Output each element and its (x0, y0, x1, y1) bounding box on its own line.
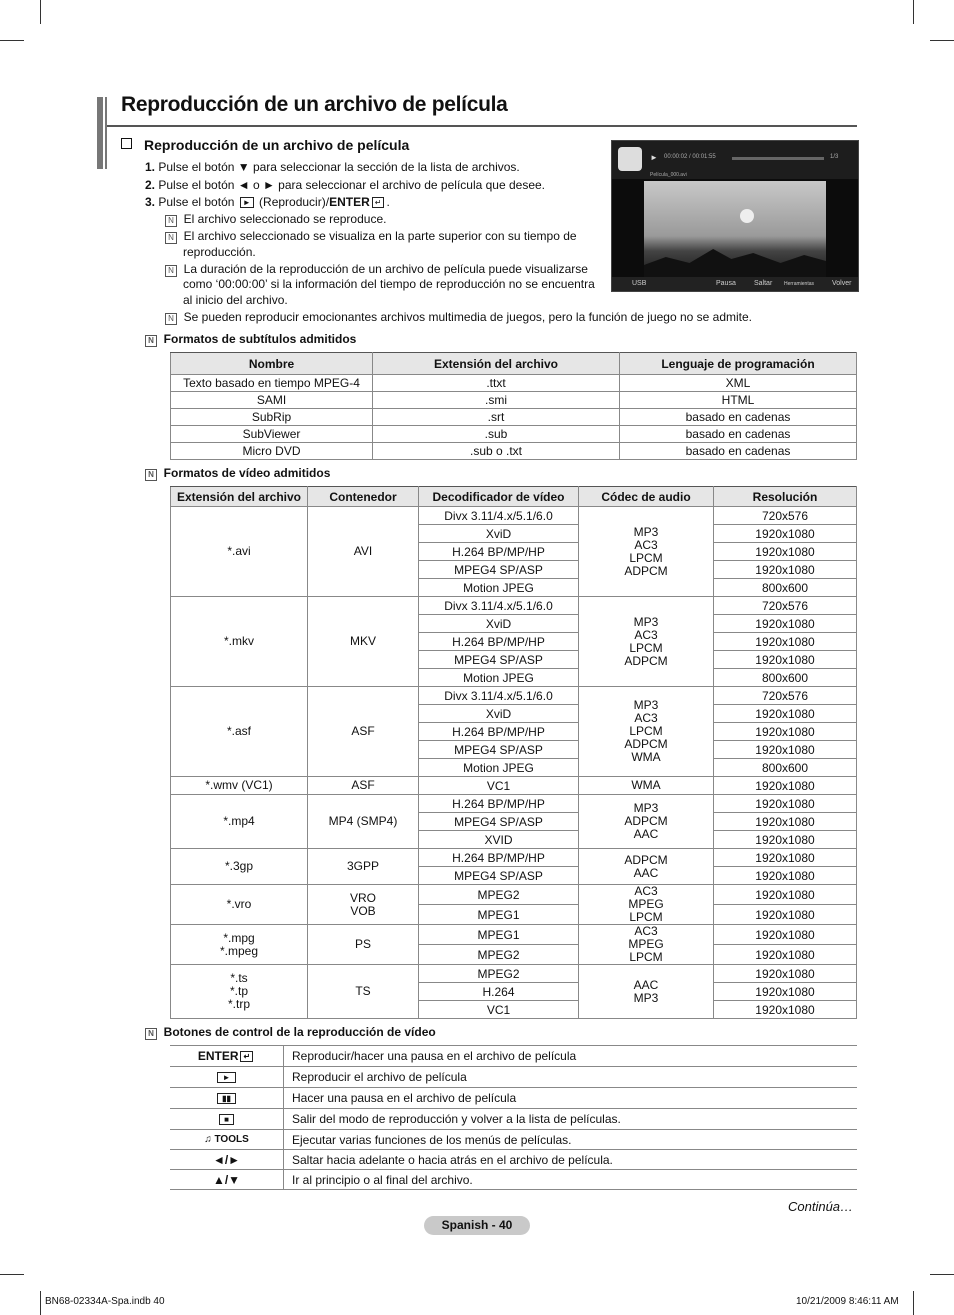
video-resolution-cell: 1920x1080 (714, 1001, 857, 1019)
page-number: Spanish - 40 (424, 1216, 530, 1235)
video-resolution-cell: 720x576 (714, 687, 857, 705)
video-audio-cell: AC3 MPEG LPCM (579, 885, 714, 925)
note-1: N El archivo seleccionado se reproduce. (165, 212, 386, 227)
movie-frame (644, 181, 826, 281)
video-resolution-cell: 1920x1080 (714, 723, 857, 741)
video-ext-cell: *.3gp (171, 849, 308, 885)
subtitle-row (171, 375, 857, 392)
video-header: Resolución (714, 487, 857, 507)
video-row (171, 925, 857, 945)
tv-hint-herramientas: Herramientas (784, 281, 815, 287)
subtitle-cell: Texto basado en tiempo MPEG-4 (171, 375, 373, 392)
video-decoder-cell: MPEG2 (419, 945, 579, 965)
control-key: ENTER ↵ (170, 1046, 284, 1067)
subtitle-cell: SubRip (171, 409, 373, 426)
footer-file: BN68-02334A-Spa.indb 40 (45, 1296, 165, 1307)
video-resolution-cell: 720x576 (714, 507, 857, 525)
title-accent-bar (97, 97, 103, 169)
subtitle-table (170, 352, 857, 460)
video-resolution-cell: 1920x1080 (714, 543, 857, 561)
subtitle-cell: .srt (373, 409, 620, 426)
subtitle-row (171, 443, 857, 460)
control-row (170, 1130, 857, 1150)
video-ext-cell: *.avi (171, 507, 308, 597)
subtitle-cell: basado en cadenas (620, 409, 857, 426)
subtitle-header: Extensión del archivo (373, 353, 620, 375)
subtitle-cell: Micro DVD (171, 443, 373, 460)
video-decoder-cell: Motion JPEG (419, 669, 579, 687)
note-2-cont: reproducción. (183, 245, 256, 259)
video-audio-cell: MP3 ADPCM AAC (579, 795, 714, 849)
note-4: N Se pueden reproducir emocionantes archivos multimedia de juegos, pero la función de juego no se admite. (165, 310, 752, 325)
video-container-cell: PS (308, 925, 419, 965)
video-decoder-cell: MPEG2 (419, 965, 579, 983)
play-button-icon: ► (217, 1072, 235, 1083)
video-decoder-cell: MPEG4 SP/ASP (419, 651, 579, 669)
video-header: Contenedor (308, 487, 419, 507)
control-row (170, 1109, 857, 1130)
video-row (171, 795, 857, 813)
control-table (170, 1045, 857, 1190)
video-ext-cell: *.ts *.tp *.trp (171, 965, 308, 1019)
video-row (171, 885, 857, 905)
video-ext-cell: *.asf (171, 687, 308, 777)
pause-button-icon: ▮▮ (217, 1093, 236, 1104)
video-decoder-cell: MPEG4 SP/ASP (419, 813, 579, 831)
video-container-cell: ASF (308, 687, 419, 777)
video-decoder-cell: Motion JPEG (419, 759, 579, 777)
subtitle-cell: basado en cadenas (620, 426, 857, 443)
tv-hint-volver: Volver (832, 280, 852, 287)
video-table (170, 486, 857, 1019)
tv-filename: Película_000.avi (650, 172, 687, 178)
subtitle-header: Nombre (171, 353, 373, 375)
video-container-cell: ASF (308, 777, 419, 795)
step-3: 3. Pulse el botón ► (Reproducir)/ENTER ↵ . (145, 195, 390, 209)
section-title (121, 137, 409, 153)
video-header: Decodificador de vídeo (419, 487, 579, 507)
video-decoder-cell: XVID (419, 831, 579, 849)
subtitle-cell: SubViewer (171, 426, 373, 443)
control-heading: N Botones de control de la reproducción de vídeo (145, 1025, 436, 1040)
video-decoder-cell: H.264 BP/MP/HP (419, 543, 579, 561)
control-key (170, 1067, 284, 1088)
video-resolution-cell: 1920x1080 (714, 831, 857, 849)
title-rule (107, 125, 857, 127)
control-key: ♫ TOOLS (170, 1130, 284, 1150)
video-decoder-cell: H.264 BP/MP/HP (419, 849, 579, 867)
video-decoder-cell: H.264 BP/MP/HP (419, 795, 579, 813)
control-key (170, 1109, 284, 1130)
video-row (171, 777, 857, 795)
control-row (170, 1088, 857, 1109)
control-row (170, 1067, 857, 1088)
tv-info-bar (612, 141, 858, 179)
continued-note: Continúa… (788, 1199, 854, 1214)
video-resolution-cell: 1920x1080 (714, 983, 857, 1001)
video-decoder-cell: Divx 3.11/4.x/5.1/6.0 (419, 687, 579, 705)
subtitle-row (171, 426, 857, 443)
video-decoder-cell: H.264 (419, 983, 579, 1001)
video-container-cell: 3GPP (308, 849, 419, 885)
tv-time: 00:00:02 / 00:01:55 (664, 154, 716, 160)
video-ext-cell: *.mp4 (171, 795, 308, 849)
video-audio-cell: MP3 AC3 LPCM ADPCM (579, 507, 714, 597)
note-3-cont2: al inicio del archivo. (183, 293, 288, 307)
subtitle-cell: .sub (373, 426, 620, 443)
video-resolution-cell: 800x600 (714, 669, 857, 687)
control-desc: Salir del modo de reproducción y volver a la lista de películas. (284, 1109, 858, 1130)
title-accent-bar-thin (105, 97, 107, 169)
video-row (171, 849, 857, 867)
video-resolution-cell: 1920x1080 (714, 885, 857, 905)
video-ext-cell: *.vro (171, 885, 308, 925)
note-icon: N (165, 232, 177, 244)
subtitle-cell: .ttxt (373, 375, 620, 392)
subtitle-header: Lenguaje de programación (620, 353, 857, 375)
video-row (171, 507, 857, 525)
sun-shape (740, 209, 754, 223)
control-key (170, 1088, 284, 1109)
video-decoder-cell: XviD (419, 615, 579, 633)
video-resolution-cell: 1920x1080 (714, 741, 857, 759)
video-audio-cell: MP3 AC3 LPCM ADPCM (579, 597, 714, 687)
subtitle-row (171, 409, 857, 426)
video-resolution-cell: 1920x1080 (714, 965, 857, 983)
control-desc: Saltar hacia adelante o hacia atrás en el archivo de película. (284, 1150, 858, 1170)
video-resolution-cell: 1920x1080 (714, 561, 857, 579)
video-decoder-cell: MPEG2 (419, 885, 579, 905)
play-key-icon: ► (240, 197, 254, 208)
video-ext-cell: *.mpg *.mpeg (171, 925, 308, 965)
video-resolution-cell: 800x600 (714, 759, 857, 777)
video-resolution-cell: 1920x1080 (714, 813, 857, 831)
video-decoder-cell: Divx 3.11/4.x/5.1/6.0 (419, 597, 579, 615)
video-ext-cell: *.wmv (VC1) (171, 777, 308, 795)
video-header: Códec de audio (579, 487, 714, 507)
checkbox-bullet-icon (121, 138, 132, 149)
page-title: Reproducción de un archivo de película (121, 93, 508, 116)
video-row (171, 687, 857, 705)
video-decoder-cell: VC1 (419, 777, 579, 795)
note-icon: N (165, 215, 177, 227)
video-resolution-cell: 1920x1080 (714, 525, 857, 543)
video-audio-cell: AAC MP3 (579, 965, 714, 1019)
video-container-cell: AVI (308, 507, 419, 597)
video-header: Extensión del archivo (171, 487, 308, 507)
control-desc: Hacer una pausa en el archivo de película (284, 1088, 858, 1109)
tv-hint-saltar: Saltar (754, 280, 773, 287)
note-2: N El archivo seleccionado se visualiza en la parte superior con su tiempo de (165, 229, 577, 244)
control-desc: Reproducir/hacer una pausa en el archivo de película (284, 1046, 858, 1067)
video-audio-cell: WMA (579, 777, 714, 795)
tv-source: USB (632, 280, 647, 287)
note-3: N La duración de la reproducción de un archivo de película puede visualizarse (165, 262, 588, 277)
video-resolution-cell: 1920x1080 (714, 945, 857, 965)
video-container-cell: MKV (308, 597, 419, 687)
note-icon: N (145, 469, 157, 481)
video-resolution-cell: 1920x1080 (714, 795, 857, 813)
note-3-cont1: como ‘00:00:00’ si la información del tiempo de reproducción no se encuentra (183, 277, 595, 291)
video-resolution-cell: 1920x1080 (714, 651, 857, 669)
video-decoder-cell: Divx 3.11/4.x/5.1/6.0 (419, 507, 579, 525)
note-icon: N (165, 265, 177, 277)
video-container-cell: TS (308, 965, 419, 1019)
video-container-cell: MP4 (SMP4) (308, 795, 419, 849)
video-decoder-cell: MPEG4 SP/ASP (419, 561, 579, 579)
subtitle-cell: basado en cadenas (620, 443, 857, 460)
control-row (170, 1170, 857, 1190)
stop-button-icon: ■ (219, 1114, 234, 1125)
enter-key-icon: ↵ (240, 1051, 253, 1062)
video-decoder-cell: Motion JPEG (419, 579, 579, 597)
section-title-text: Reproducción de un archivo de película (144, 137, 410, 153)
video-decoder-cell: MPEG4 SP/ASP (419, 867, 579, 885)
subtitle-cell: HTML (620, 392, 857, 409)
video-resolution-cell: 1920x1080 (714, 705, 857, 723)
enter-key-icon: ↵ (372, 197, 385, 208)
video-decoder-cell: H.264 BP/MP/HP (419, 723, 579, 741)
video-resolution-cell: 800x600 (714, 579, 857, 597)
subtitle-cell: .sub o .txt (373, 443, 620, 460)
control-key: ▲/▼ (170, 1170, 284, 1190)
video-resolution-cell: 1920x1080 (714, 849, 857, 867)
video-resolution-cell: 720x576 (714, 597, 857, 615)
video-resolution-cell: 1920x1080 (714, 905, 857, 925)
video-decoder-cell: MPEG4 SP/ASP (419, 741, 579, 759)
video-heading: N Formatos de vídeo admitidos (145, 466, 330, 481)
video-resolution-cell: 1920x1080 (714, 615, 857, 633)
tv-counter: 1/3 (830, 154, 839, 160)
note-icon: N (145, 1028, 157, 1040)
note-icon: N (145, 335, 157, 347)
control-key: ◄/► (170, 1150, 284, 1170)
video-decoder-cell: VC1 (419, 1001, 579, 1019)
subtitle-row (171, 392, 857, 409)
video-resolution-cell: 1920x1080 (714, 925, 857, 945)
video-audio-cell: MP3 AC3 LPCM ADPCM WMA (579, 687, 714, 777)
control-row (170, 1046, 857, 1067)
video-audio-cell: ADPCM AAC (579, 849, 714, 885)
video-container-cell: VRO VOB (308, 885, 419, 925)
video-row (171, 597, 857, 615)
note-icon: N (165, 313, 177, 325)
tv-hint-bar (612, 277, 858, 291)
tv-hint-pausa: Pausa (716, 280, 736, 287)
control-row (170, 1150, 857, 1170)
video-decoder-cell: MPEG1 (419, 905, 579, 925)
footer-date: 10/21/2009 8:46:11 AM (796, 1296, 899, 1307)
video-decoder-cell: H.264 BP/MP/HP (419, 633, 579, 651)
subtitle-heading: N Formatos de subtítulos admitidos (145, 332, 356, 347)
control-desc: Ir al principio o al final del archivo. (284, 1170, 858, 1190)
video-resolution-cell: 1920x1080 (714, 777, 857, 795)
subtitle-cell: SAMI (171, 392, 373, 409)
video-ext-cell: *.mkv (171, 597, 308, 687)
control-desc: Reproducir el archivo de película (284, 1067, 858, 1088)
subtitle-cell: .smi (373, 392, 620, 409)
video-decoder-cell: XviD (419, 705, 579, 723)
step-2: 2. Pulse el botón ◄ o ► para seleccionar el archivo de película que desee. (145, 178, 546, 192)
control-desc: Ejecutar varias funciones de los menús de películas. (284, 1130, 858, 1150)
video-decoder-cell: XviD (419, 525, 579, 543)
video-audio-cell: AC3 MPEG LPCM (579, 925, 714, 965)
progress-bar (732, 157, 824, 160)
tv-screenshot (611, 140, 859, 292)
video-resolution-cell: 1920x1080 (714, 633, 857, 651)
film-reel-icon (618, 147, 642, 171)
mountain-silhouette (644, 241, 826, 281)
video-row (171, 965, 857, 983)
video-resolution-cell: 1920x1080 (714, 867, 857, 885)
video-decoder-cell: MPEG1 (419, 925, 579, 945)
step-1: 1. Pulse el botón ▼ para seleccionar la sección de la lista de archivos. (145, 160, 520, 174)
play-icon: ► (650, 153, 658, 162)
tools-icon: ♫ (204, 1134, 212, 1145)
subtitle-cell: XML (620, 375, 857, 392)
